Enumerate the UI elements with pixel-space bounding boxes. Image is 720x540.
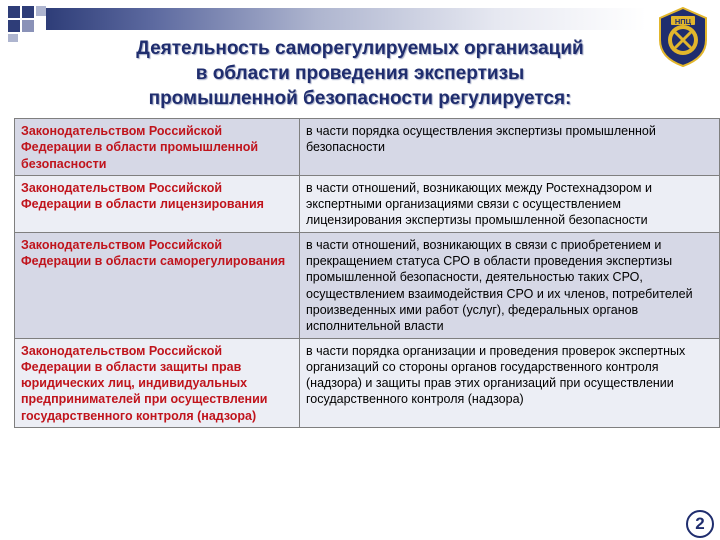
title-line: Деятельность саморегулируемых организаций bbox=[136, 38, 584, 59]
regulation-table bbox=[14, 118, 720, 428]
law-cell: Законодательством Российской Федерации в области лицензирования bbox=[15, 175, 300, 232]
table-row bbox=[15, 175, 720, 232]
scope-cell: в части отношений, возникающих между Ростехнадзором и экспертными организациями связи с осуществлением лицензирования экспертизы промышленной безопасности bbox=[300, 175, 720, 232]
title-line: промышленной безопасности регулируется: bbox=[148, 88, 572, 109]
page-number-badge: 2 bbox=[686, 510, 714, 538]
scope-cell: в части отношений, возникающих в связи с приобретением и прекращением статуса СРО в области проведения экспертизы промышленной безопасности, деятельностью таких СРО, осуществлением взаимодействия СРО и их членов, потребителей произведенных ими работ (услуг), федеральных органов исполнительной власти bbox=[300, 232, 720, 338]
table-row bbox=[15, 119, 720, 176]
organization-logo-icon bbox=[656, 6, 710, 68]
corner-decor-squares bbox=[0, 0, 50, 44]
header-decor-band bbox=[46, 8, 646, 30]
scope-cell: в части порядка осуществления экспертизы промышленной безопасности bbox=[300, 119, 720, 176]
law-cell: Законодательством Российской Федерации в области промышленной безопасности bbox=[15, 119, 300, 176]
law-cell: Законодательством Российской Федерации в области защиты прав юридических лиц, индивидуальных предпринимателей при осуществлении государственного контроля (надзора) bbox=[15, 338, 300, 427]
law-cell: Законодательством Российской Федерации в области саморегулирования bbox=[15, 232, 300, 338]
title-line: в области проведения экспертизы bbox=[195, 63, 525, 84]
table-row bbox=[15, 232, 720, 338]
slide-title bbox=[70, 36, 650, 111]
svg-text:НПЦ: НПЦ bbox=[674, 17, 692, 26]
table-row bbox=[15, 338, 720, 427]
scope-cell: в части порядка организации и проведения проверок экспертных организаций со стороны органов государственного контроля (надзора) и защиты прав этих организаций при осуществлении государственного контроля (надзора) bbox=[300, 338, 720, 427]
